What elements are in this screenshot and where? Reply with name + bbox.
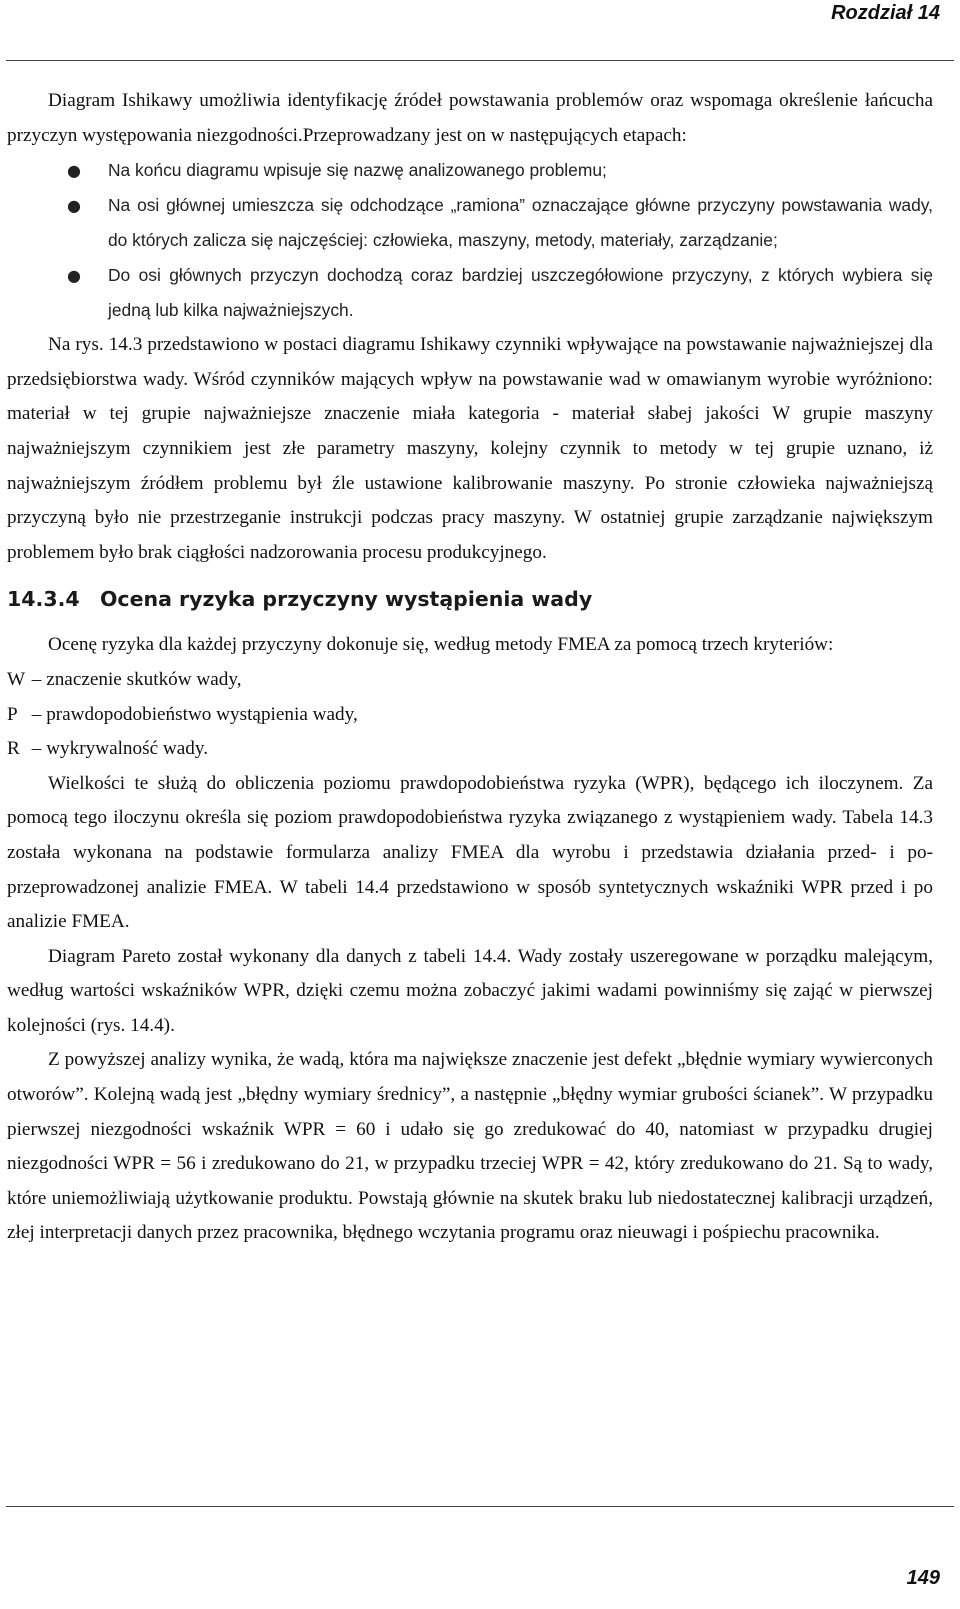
list-item (7, 153, 933, 188)
criterion-r: R – wykrywalność wady. (7, 738, 208, 760)
bullet-dot-icon: ● (67, 196, 81, 216)
bullet-dot-icon: ● (67, 266, 81, 286)
section-heading (7, 570, 933, 628)
footer-rule (6, 1506, 954, 1507)
chapter-label: Rozdział 14 (831, 2, 940, 24)
criterion-p: P – prawdopodobieństwo wystąpienia wady, (7, 703, 358, 725)
section-title: Ocena ryzyka przyczyny wystąpienia wady (100, 587, 593, 612)
bullet-dot-icon: ● (67, 161, 81, 181)
wpr-paragraph: Wielkości te służą do obliczenia poziomu prawdopodobieństwa ryzyka (WPR), będącego ich iloczynem. Za pomocą tego iloczynu określa się poziom prawdopodobieństwa ryzyka związanego z wystąpieniem wady. Tabela 14.3 została wykonana na podstawie formularza analizy FMEA dla wyrobu i przedstawia działania przed- i po- przeprowadzonej analizie FMEA. W tabeli 14.4 przedstawiono w sposób syntetycznych wskaźniki WPR przed i po analizie FMEA. (7, 772, 933, 933)
risk-assessment-paragraph: Ocenę ryzyka dla każdej przyczyny dokonuje się, według metody FMEA za pomocą trzech kryteriów: (48, 634, 834, 656)
header-rule (6, 60, 954, 61)
list-item-text: Na końcu diagramu wpisuje się nazwę analizowanego problemu; (108, 160, 607, 181)
list-item-text: Do osi głównych przyczyn dochodzą coraz bardziej uszczegółowione przyczyny, z których wybiera się jedną lub kilka najważniejszych. (108, 265, 933, 321)
intro-paragraph: Diagram Ishikawy umożliwia identyfikację źródeł powstawania problemów oraz wspomaga określenie łańcucha przyczyn występowania niezgodności.Przeprowadzany jest on w następujących etapach: (7, 90, 933, 146)
list-item (7, 188, 933, 258)
analysis-conclusion-paragraph: Z powyższej analizy wynika, że wadą, która ma największe znaczenie jest defekt „błędnie wymiary wywierconych otworów”. Kolejną wadą jest „błędny wymiary średnicy”, a następnie „błędny wymiar grubości ścianek”. W przypadku pierwszej niezgodności wskaźnik WPR = 60 i udało się go zredukować do 40, natomiast w przypadku drugiej niezgodności WPR = 56 i zredukowano do 21, w przypadku trzeciej WPR = 42, który zredukowano do 21. Są to wady, które uniemożliwiają użytkowanie produktu. Powstają głównie na skutek braku lub niedostatecznej kalibracji urządzeń, złej interpretacji danych przez pracownika, błędnego wczytania programu oraz nieuwagi i pośpiechu pracownika. (7, 1049, 933, 1244)
section-number: 14.3.4 (7, 587, 80, 612)
criterion-w: W – znaczenie skutków wady, (7, 668, 242, 690)
ishikawa-results-paragraph: Na rys. 14.3 przedstawiono w postaci diagramu Ishikawy czynniki wpływające na powstawanie najważniejszej dla przedsiębiorstwa wady. Wśród czynników mających wpływ na powstawanie wad w omawianym wyrobie wyróżniono: materiał w tej grupie najważniejsze znaczenie miała kategoria - materiał słabej jakości W grupie maszyny najważniejszym czynnikiem jest złe parametry maszyny, kolejny czynnik to metody w tej grupie uznano, iż najważniejszym źródłem problemu był źle ustawione kalibrowanie maszyny. Po stronie człowieka najważniejszą przyczyną było nie przestrzeganie instrukcji podczas pracy maszyny. W ostatniej grupie zarządzanie największym problemem było brak ciągłości nadzorowania procesu produkcyjnego. (7, 334, 933, 563)
page-header (0, 0, 960, 60)
pareto-paragraph: Diagram Pareto został wykonany dla danych z tabeli 14.4. Wady zostały uszeregowane w porządku malejącym, według wartości wskaźników WPR, dzięki czemu można zobaczyć jakimi wadami powinniśmy się zająć w pierwszej kolejności (rys. 14.4). (7, 945, 933, 1036)
list-item-text: Na osi głównej umieszcza się odchodzące „ramiona” oznaczające główne przyczyny powstawania wady, do których zalicza się najczęściej: człowieka, maszyny, metody, materiały, zarządzanie; (108, 195, 933, 251)
list-item (7, 258, 933, 328)
page-number: 149 (906, 1567, 940, 1589)
ishikawa-steps-list (7, 153, 933, 328)
page-content (7, 84, 933, 1251)
